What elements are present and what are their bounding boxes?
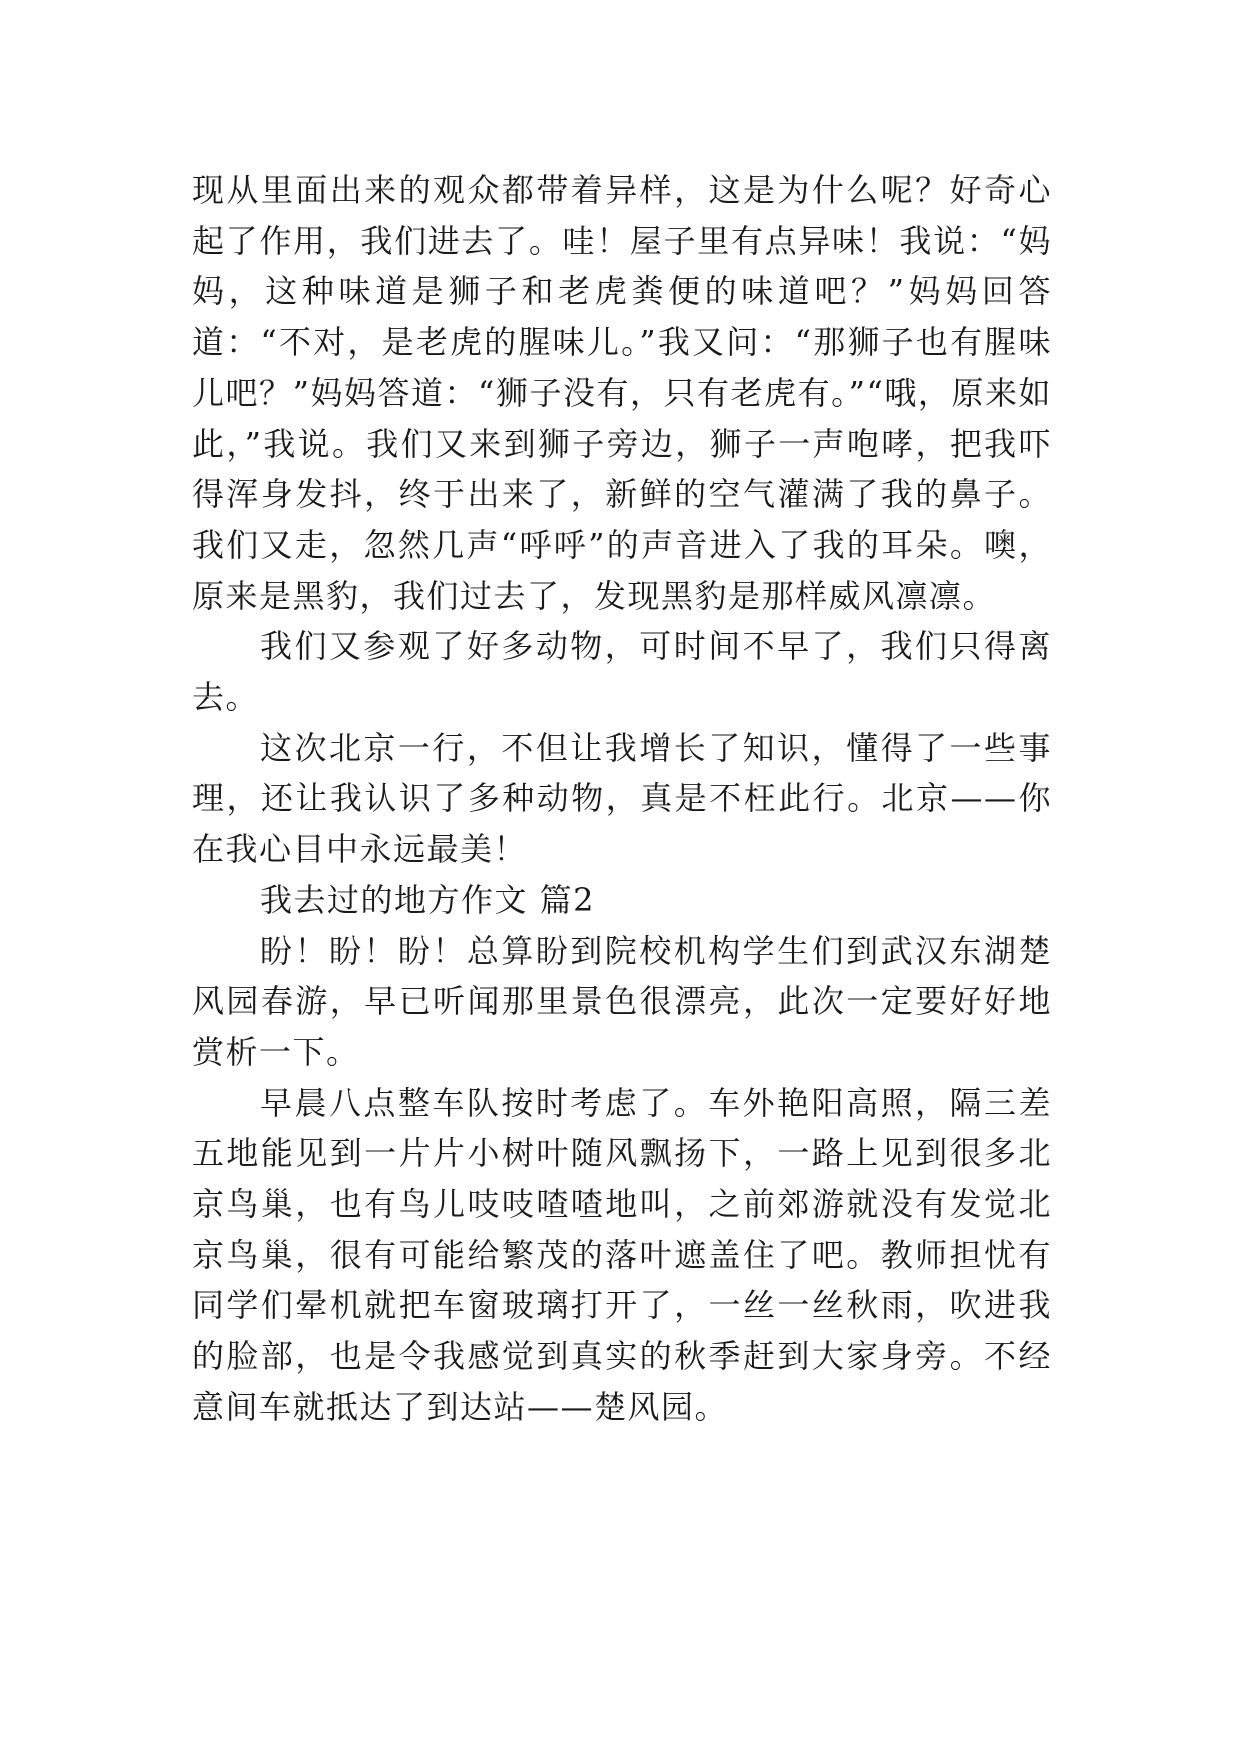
essay-section-heading: 我去过的地方作文 篇2 xyxy=(260,880,596,919)
paragraph-leaving: 我们又参观了好多动物，可时间不早了，我们只得离去。 xyxy=(192,627,1052,717)
paragraph-beijing-conclusion: 这次北京一行，不但让我增长了知识，懂得了一些事理，还让我认识了多种动物，真是不枉此行。北京——你在我心目中永远最美！ xyxy=(192,728,1052,869)
paragraph-bus-ride: 早晨八点整车队按时考虑了。车外艳阳高照，隔三差五地能见到一片片小树叶随风飘扬下，一路上见到很多北京鸟巢，也有鸟儿吱吱喳喳地叫，之前郊游就没有发觉北京鸟巢，很有可能给繁茂的落叶遮盖住了吧。教师担忧有同学们晕机就把车窗玻璃打开了，一丝一丝秋雨，吹进我的脸部，也是令我感觉到真实的秋季赶到大家身旁。不经意间车就抵达了到达站——楚风园。 xyxy=(192,1083,1052,1426)
paragraph-spring-outing: 盼！盼！盼！总算盼到院校机构学生们到武汉东湖楚风园春游，早已听闻那里景色很漂亮，此次一定要好好地赏析一下。 xyxy=(192,931,1052,1071)
paragraph-zoo-visit: 现从里面出来的观众都带着异样，这是为什么呢？好奇心起了作用，我们进去了。哇！屋子里有点异味！我说：“妈妈，这种味道是狮子和老虎粪便的味道吧？”妈妈回答道：“不对，是老虎的腥味儿。”我又问：“那狮子也有腥味儿吧？”妈妈答道：“狮子没有，只有老虎有。”“哦，原来如此，”我说。我们又来到狮子旁边，狮子一声咆哮，把我吓得浑身发抖，终于出来了，新鲜的空气灌满了我的鼻子。我们又走，忽然几声“呼呼”的声音进入了我的耳朵。噢，原来是黑豹，我们过去了，发现黑豹是那样威风凛凛。 xyxy=(192,171,1052,615)
document-body xyxy=(192,165,1052,1433)
